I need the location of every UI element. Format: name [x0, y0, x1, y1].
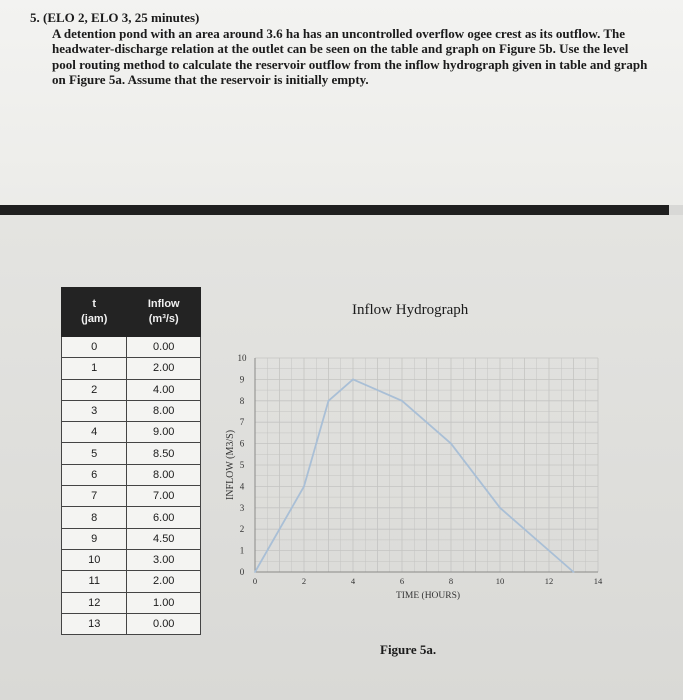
- table-cell-time: 10: [62, 549, 127, 570]
- chart-grid: [255, 358, 598, 572]
- y-tick-label: 9: [239, 374, 245, 385]
- table-cell-inflow: 9.00: [127, 422, 201, 443]
- table-cell-time: 4: [62, 422, 127, 443]
- table-cell-time: 13: [62, 613, 127, 634]
- x-tick-label: 2: [301, 576, 307, 586]
- y-axis-label: INFLOW (M3/S): [225, 429, 236, 501]
- x-tick-label: 14: [593, 576, 603, 586]
- table-cell-time: 0: [62, 337, 127, 358]
- table-header-inflow-unit: (m³/s): [148, 313, 179, 325]
- table-cell-inflow: 8.50: [127, 443, 201, 464]
- chart-title: Inflow Hydrograph: [352, 302, 469, 318]
- x-axis-label: TIME (HOURS): [395, 591, 461, 601]
- table-cell-inflow: 2.00: [127, 358, 201, 379]
- y-tick-label: 7: [239, 417, 245, 428]
- inflow-point: [401, 400, 403, 402]
- inflow-point: [573, 571, 575, 573]
- table-cell-time: 5: [62, 443, 127, 464]
- table-header-time-symbol: t: [92, 298, 97, 310]
- inflow-point: [450, 443, 452, 445]
- table-header-inflow-label: Inflow: [147, 298, 180, 310]
- y-tick-label: 1: [239, 545, 245, 556]
- problem-body: A detention pond with an area around 3.6 ha has an uncontrolled overflow ogee crest as its outflow. The headwater-discharge relation at the outlet can be seen on the table and graph on Figure 5b. Use the level pool routing method to calculate the reservoir outflow from the inflow hydrograph given in table and graph on Figure 5a. Assume that the reservoir is initially empty.: [52, 25, 648, 87]
- table-cell-inflow: 8.00: [127, 400, 201, 421]
- table-cell-inflow: 1.00: [127, 592, 201, 613]
- table-cell-inflow: 6.00: [127, 507, 201, 528]
- table-cell-time: 12: [62, 592, 127, 613]
- table-cell-time: 1: [62, 358, 127, 379]
- y-tick-labels: [238, 353, 248, 577]
- table-cell-inflow: 7.00: [127, 486, 201, 507]
- y-tick-label: 2: [239, 524, 245, 535]
- table-cell-time: 7: [62, 486, 127, 507]
- inflow-point: [328, 400, 330, 402]
- x-tick-label: 0: [252, 576, 258, 586]
- table-cell-time: 3: [62, 400, 127, 421]
- table-cell-inflow: 0.00: [127, 337, 201, 358]
- y-tick-label: 0: [239, 567, 245, 577]
- inflow-point: [352, 379, 354, 381]
- table-cell-inflow: 3.00: [127, 549, 201, 570]
- x-tick-label: 10: [495, 576, 505, 586]
- x-tick-labels: [253, 576, 603, 586]
- x-tick-label: 4: [350, 576, 356, 586]
- x-tick-label: 6: [399, 576, 405, 586]
- table-cell-inflow: 4.50: [127, 528, 201, 549]
- x-tick-label: 8: [448, 576, 454, 586]
- problem-heading: 5. (ELO 2, ELO 3, 25 minutes): [30, 10, 200, 25]
- table-cell-time: 6: [62, 464, 127, 485]
- y-tick-label: 10: [237, 353, 247, 363]
- table-cell-inflow: 2.00: [127, 571, 201, 592]
- table-cell-inflow: 8.00: [127, 464, 201, 485]
- table-cell-time: 8: [62, 507, 127, 528]
- figure-caption: Figure 5a.: [380, 642, 437, 657]
- table-cell-inflow: 0.00: [127, 613, 201, 634]
- inflow-point: [499, 507, 501, 509]
- inflow-point: [303, 486, 305, 488]
- y-tick-label: 5: [239, 460, 245, 470]
- y-tick-label: 6: [239, 438, 245, 449]
- y-tick-label: 3: [239, 502, 245, 513]
- y-tick-label: 4: [239, 481, 245, 492]
- x-tick-label: 12: [544, 576, 554, 586]
- inflow-point: [254, 571, 256, 573]
- table-cell-time: 2: [62, 379, 127, 400]
- table-cell-time: 9: [62, 528, 127, 549]
- table-cell-time: 11: [62, 571, 127, 592]
- y-tick-label: 8: [239, 395, 245, 406]
- table-header-time-unit: (jam): [81, 313, 108, 325]
- table-cell-inflow: 4.00: [127, 379, 201, 400]
